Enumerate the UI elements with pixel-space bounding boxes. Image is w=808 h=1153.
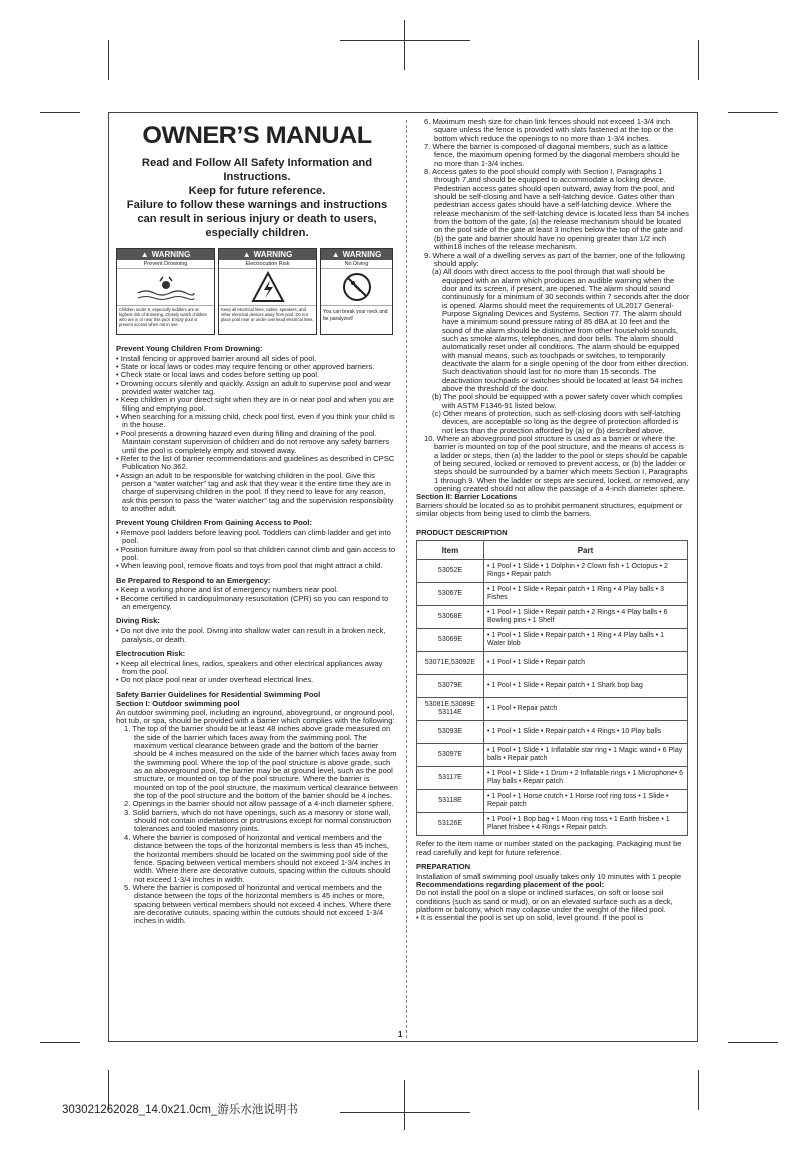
section-heading: Be Prepared to Respond to an Emergency: xyxy=(116,575,271,585)
warning-drowning: ▲ WARNING Prevent Drowning Children under 5, especially toddlers are at highest risk of drowning. Closely watch children who are in or near this pool. Empty pool or prevent access when not in use. xyxy=(116,248,215,335)
warning-triangle-icon: ▲ xyxy=(331,250,340,259)
table-row: 53067E • 1 Pool • 1 Slide • Repair patch • 1 Ring • 4 Play balls • 3 Fishes xyxy=(417,583,688,606)
page-title: OWNER’S MANUAL xyxy=(142,122,372,149)
section-heading: Section II: Barrier Locations xyxy=(416,492,518,502)
table-row: 53118E • 1 Pool • 1 Horse crutch • 1 Horse roof ring toss • 1 Slide • Repair patch xyxy=(417,790,688,813)
crop-mark xyxy=(728,1042,778,1043)
product-table xyxy=(416,540,688,836)
page-number: 1 xyxy=(398,1030,403,1039)
crop-mark xyxy=(340,1112,470,1113)
section-heading: Recommendations regarding placement of the pool: xyxy=(416,879,605,889)
warning-electrocution: ▲ WARNING Electrocution Risk Keep all electrical lines, radios, speakers, and other electrical devices away from pool. Do not place pool near or under overhead electrical lines. xyxy=(218,248,317,335)
left-column: OWNER’S MANUAL Read and Follow All Safety Information and Instructions. Keep for future reference. Failure to follow these warnings and instructions can result in serious injury or death to users, especially children. ▲ WARNING Prevent Drowning Children under 5, especially toddlers are at highest risk of drowning. Closely watch children who are in or near this pool. Empty pool or prevent access when not in use. ▲ WARNING Electrocution Risk Keep all electrical lines, radios, speakers, and other electrical devices away from pool. Do not place pool near or under overhead electrical lines. ▲ WARNING No Diving You can break your neck and be paralyzed! Prevent Young Children From Drowning: • Install fencing or approved barrier around all sides of pool. • State or local laws or codes may require fencing or other approved barriers. • Check state or local laws and codes before setting up pool. • Drowning occurs silently and quickly. Assign an adult to supervise pool and wear provided water watcher tag. • Keep children in your direct sight when they are in or near pool and when you are filling and emptying pool. • When searching for a missing child, check pool first, even if you think your child is in the house. • Pool presents a drowning hazard even during filling and draining of the pool. Maintain constant supervision of children and do not remove any safety barriers until the pool is completely empty and stowed away. • Refer to the list of barrier recommendations and guidelines as described in CPSC Publication No.362. • Assign an adult to be responsible for watching children in the pool. Give this person a “water watcher” tag and ask that they wear it the entire time they are in charge of supervising children in the pool. If they need to leave for any reason, ask this person to pass the “water watcher” tag and the supervision responsibility to another adult. Prevent Young Children From Gaining Access to Pool: • Remove pool ladders before leaving pool. Toddlers can climb ladder and get into pool. • Position furniture away from pool so that children cannot climb and gain access to pool. • When leaving pool, remove floats and toys from pool that might attract a child. Be Prepared to Respond to an Emergency: • Keep a working phone and list of emergency numbers near pool. • Become certified in cardiopulmonary resuscitation (CPR) so you can respond to an emergency. Diving Risk: • Do not dive into the pool. Diving into shallow water can result in a broken neck, paralysis, or death. Electrocution Risk: • Keep all electrical lines, radios, speakers and other electrical appliances away from the pool. • Do not place pool near or under overhead electrical lines. Safety Barrier Guidelines for Residential Swimming Pool Section I: Outdoor swimming pool An outdoor swimming pool, including an inground, aboveground, or onground pool, hot tub, or spa, should be provided with a barrier which complies with the following: 1. The top of the barrier should be at least 48 inches above grade measured on the side of the barrier which faces away from the swimming pool. The maximum vertical clearance between grade and the bottom of the barrier should be 4 inches measured on the side of the barrier which faces away from the swimming pool. Where the top of the pool structure is above grade, such as an aboveground pool, the barrier may be at ground level, such as the pool structure, or mounted on top of the pool structure. Where the barrier is mounted on top of the pool structure, the maximum vertical clearance between the top of the pool structure and the bottom of the barrier should be 4 inches. 2. Openings in the barrier should not allow passage of a 4-inch diameter sphere. 3. Solid barriers, which do not have openings, such as a masonry or stone wall, should not contain indentations or protrusions except for normal construction tolerances and tooled masonry joints. 4. Where the barrier is composed of horizontal and vertical members and the distance between the tops of the horizontal members is less than 45 inches, the horizontal members should be located on the swimming pool side of the fence. Spacing between vertical members should not exceed 1-3/4 inches in width. Where there are decorative cutouts, spacing within the cutouts should not exceed 1-3/4 inches in width. 5. Where the barrier is composed of horizontal and vertical members and the distance between the tops of the horizontal members is 45 inches or more, spacing between vertical members should not exceed 4 inches. Where there are decorative cutouts, spacing within the cutouts should not exceed 1-3/4 inches in width. xyxy=(116,118,398,926)
table-row: 53079E • 1 Pool • 1 Slide • Repair patch • 1 Shark bop bag xyxy=(417,675,688,698)
crop-mark xyxy=(404,20,405,70)
table-row: 53126E • 1 Pool • 1 Bop bag • 1 Moon ring toss • 1 Earth frisbee • 1 Planet frisbee • 4 Rings • Repair patch. xyxy=(417,813,688,836)
table-row: 53117E • 1 Pool • 1 Slide • 1 Drum • 2 Inflatable rings • 1 Microphone• 6 Play balls • Repair patch xyxy=(417,767,688,790)
drowning-child-icon xyxy=(117,269,214,306)
no-diving-icon xyxy=(321,269,392,306)
section-heading: Diving Risk: xyxy=(116,616,160,626)
column-divider xyxy=(406,120,407,1038)
table-row: 53052E • 1 Pool • 1 Slide • 1 Dolphin • 2 Clown fish • 1 Octopus • 2 Rings • Repair patch xyxy=(417,560,688,583)
crop-mark xyxy=(698,40,699,80)
crop-mark xyxy=(108,40,109,80)
table-row: 53069E • 1 Pool • 1 Slide • Repair patch • 1 Ring • 4 Play balls • 1 Water blob xyxy=(417,629,688,652)
table-row: 53071E,53092E • 1 Pool • 1 Slide • Repair patch xyxy=(417,652,688,675)
warning-no-diving: ▲ WARNING No Diving You can break your neck and be paralyzed! xyxy=(320,248,393,335)
section-heading: Prevent Young Children From Gaining Access to Pool: xyxy=(116,518,313,528)
right-column: 6. Maximum mesh size for chain link fences should not exceed 1-3/4 inch square unless the fence is provided with slats fastened at the top or the bottom which reduce the openings to no more than 1-3/4 inches. 7. Where the barrier is composed of diagonal members, such as a lattice fence, the maximum opening formed by the diagonal members should be no more than 1-3/4 inches. 8. Access gates to the pool should comply with Section I, Paragraphs 1 through 7,and should be equipped to accommodate a locking device. Pedestrian access gates should open outward, away from the pool, and should be self-closing and have a self-latching device. Gates other than pedestrian access gates should have a self-latching device. Where the release mechanism of the self-latching device is located less than 54 inches from the bottom of the gate, (a) the release mechanism should be located on the pool side of the gate at least 3 inches below the top of the gate and (b) the gate and barrier should have no opening greater than 1/2 inch within18 inches of the release mechanism. 9. Where a wall of a dwelling serves as part of the barrier, one of the following should apply: (a) All doors with direct access to the pool through that wall should be equipped with an alarm which produces an audible warning when the door and its screen, if present, are opened. The alarm should sound continuously for a minimum of 30 seconds within 7 seconds after the door is opened. Alarms should meet the requirements of UL2017 General-Purpose Signaling Devices and Systems, Section 77. The alarm should have a minimum sound pressure rating of 85 dBA at 10 feet and the sound of the alarm should be distinctive from other household sounds, such as smoke alarms, telephones, and door bells. The alarm should automatically reset under all conditions. The alarm should be equipped with manual means, such as touchpads or switches, to temporarily deactivate the alarm for a single opening of the door from either direction. Such deactivation should last for no more than 15 seconds. The deactivation touchpads or switches should be located at least 54 inches above the threshold of the door. (b) The pool should be equipped with a power safety cover which complies with ASTM F1346-91 listed below. (c) Other means of protection, such as self-closing doors with self-latching devices, are acceptable so long as the degree of protection afforded is not less than the protection afforded by (a) or (b) described above. 10. Where an aboveground pool structure is used as a barrier or where the barrier is mounted on top of the pool structure, and the means of access is a ladder or steps, then (a) the ladder to the pool or steps should be capable of being secured, locked or removed to prevent access, or (b) the ladder or steps should be surrounded by a barrier which meets Section I, Paragraphs 1 through 9. When the ladder or steps are secured, locked, or removed, any opening created should not allow the passage of a 4-inch diameter sphere. Section II: Barrier Locations Barriers should be located so as to prohibit permanent structures, equipment or similar objects from being used to climb the barriers. PRODUCT DESCRIPTION Item Part 53052E • 1 Pool • 1 Slide • 1 Dolphin • 2 Clown fish • 1 Octopus • 2 Rings • Repair patch 53067E • 1 Pool • 1 Slide • Repair patch • 1 Ring • 4 Play balls • 3 Fishes 53068E • 1 Pool • 1 Slide • Repair patch • 2 Rings • 4 Play balls • 6 Bowling pins • 1 Shelf 53069E • 1 Pool • 1 Slide • Repair patch • 1 Ring • 4 Play balls • 1 Water blob 53071E,53092E • 1 Pool • 1 Slide • Repair patch 53079E • 1 Pool • 1 Slide • Repair patch • 1 Shark bop bag 53081E,53089E 53114E • 1 Pool • Repair patch 53093E • 1 Pool • 1 Slide • Repair patch • 4 Rings • 10 Play balls 53097E • 1 Pool • 1 Slide • 1 Inflatable star ring • 1 Magic wand • 6 Play balls • Repair patch 53117E • 1 Pool • 1 Slide • 1 Drum • 2 Inflatable rings • 1 Microphone• 6 Play balls • Repair patch 53118E • 1 Pool • 1 Horse crutch • 1 Horse roof ring toss • 1 Slide • Repair patch 53126E • 1 Pool • 1 Bop bag • 1 Moon ring toss • 1 Earth frisbee • 1 Planet frisbee • 4 Rings • Repair patch. Refer to the item name or number stated on the packaging. Packaging must be read carefully and kept for future reference. PREPARATION Installation of small swimming pool usually takes only 10 minutes with 1 people Recommendations regarding placement of the pool: Do not install the pool on a slope or inclined surfaces, on soft or loose soil conditions (such as sand or mud), or on an elevated surface such as a deck, platform or balcony, which may collapse under the weight of the filled pool. • It is essential the pool is set up on solid, level ground. If the pool is xyxy=(416,117,690,923)
warning-triangle-icon: ▲ xyxy=(242,250,251,259)
table-row: 53081E,53089E 53114E • 1 Pool • Repair patch xyxy=(417,698,688,721)
section-heading: Safety Barrier Guidelines for Residential Swimming Pool xyxy=(116,689,321,699)
crop-mark xyxy=(728,112,778,113)
warning-panels xyxy=(116,248,398,335)
electric-hazard-icon xyxy=(219,269,316,306)
section-heading: Electrocution Risk: xyxy=(116,648,186,658)
table-header-row: Item Part xyxy=(417,541,688,560)
table-row: 53097E • 1 Pool • 1 Slide • 1 Inflatable star ring • 1 Magic wand • 6 Play balls • Repair patch xyxy=(417,744,688,767)
section-heading: PRODUCT DESCRIPTION xyxy=(416,527,508,537)
table-row: 53093E • 1 Pool • 1 Slide • Repair patch • 4 Rings • 10 Play balls xyxy=(417,721,688,744)
crop-mark xyxy=(340,40,470,41)
safety-notice: Read and Follow All Safety Information and Instructions. Keep for future reference. Failure to follow these warnings and instructions can result in serious injury or death to users, especially children. xyxy=(126,157,388,239)
crop-mark xyxy=(40,112,80,113)
table-row: 53068E • 1 Pool • 1 Slide • Repair patch • 2 Rings • 4 Play balls • 6 Bowling pins • 1 Shelf xyxy=(417,606,688,629)
section-heading: PREPARATION xyxy=(416,861,471,871)
crop-mark xyxy=(698,1070,699,1110)
bullet-list: • Install fencing or approved barrier around all sides of pool. • State or local laws or codes may require fencing or other approved barriers. • Check state or local laws and codes before setting up pool. • Drowning occurs silently and quickly. Assign an adult to supervise pool and wear provided water watcher tag. • Keep children in your direct sight when they are in or near pool and when you are filling and emptying pool. • When searching for a missing child, check pool first, even if you think your child is in the house. • Pool presents a drowning hazard even during filling and draining of the pool. Maintain constant supervision of children and do not remove any safety barriers until the pool is completely empty and stowed away. • Refer to the list of barrier recommendations and guidelines as described in CPSC Publication No.362. • Assign an adult to be responsible for watching children in the pool. Give this person a “water watcher” tag and ask that they wear it the entire time they are in charge of supervising children in the pool. If they need to leave for any reason, ask this person to pass the “water watcher” tag and the supervision responsibility to another adult. xyxy=(116,353,395,513)
crop-mark xyxy=(404,1080,405,1130)
crop-mark xyxy=(40,1042,80,1043)
section-heading: Prevent Young Children From Drowning: xyxy=(116,344,263,353)
print-file-label: 303021262028_14.0x21.0cm_游乐水池说明书 xyxy=(62,1104,298,1116)
warning-triangle-icon: ▲ xyxy=(140,250,149,259)
